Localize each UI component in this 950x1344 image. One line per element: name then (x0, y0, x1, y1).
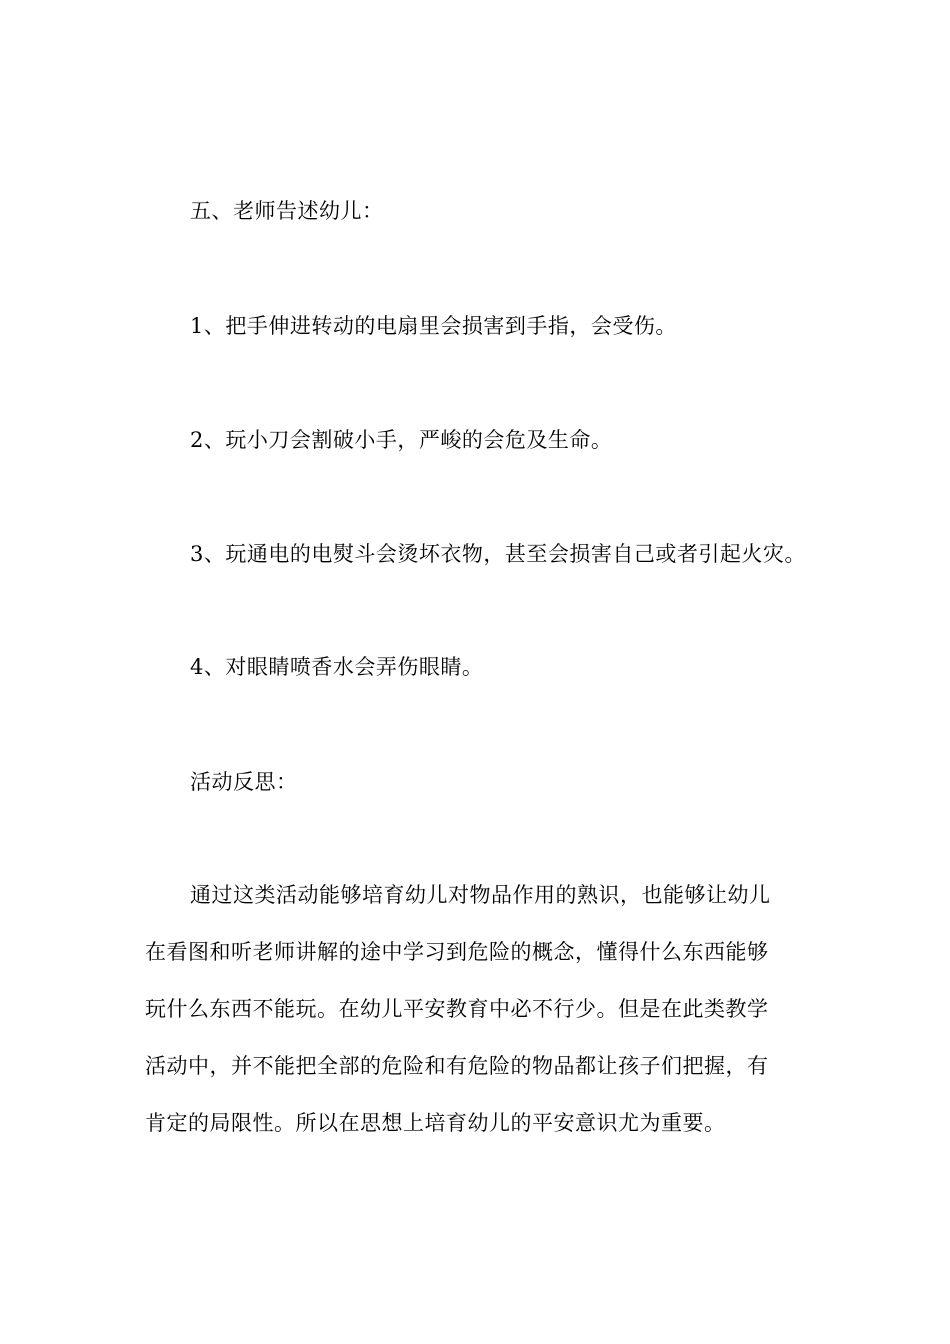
paragraph-line: 活动中，并不能把全部的危险和有危险的物品都让孩子们把握，有 (145, 1054, 769, 1078)
list-item: 3、玩通电的电熨斗会烫坏衣物，甚至会损害自己或者引起火灾。 (190, 542, 806, 566)
paragraph-line: 玩什么东西不能玩。在幼儿平安教育中必不行少。但是在此类教学 (145, 997, 769, 1021)
list-item: 1、把手伸进转动的电扇里会损害到手指，会受伤。 (190, 314, 677, 338)
paragraph-line: 肯定的局限性。所以在思想上培育幼儿的平安意识尤为重要。 (145, 1111, 726, 1135)
reflection-title: 活动反思： (190, 770, 298, 794)
paragraph-line: 通过这类活动能够培育幼儿对物品作用的熟识，也能够让幼儿 (190, 883, 771, 907)
list-item: 4、对眼睛喷香水会弄伤眼睛。 (190, 655, 484, 679)
list-item: 2、玩小刀会割破小手，严峻的会危及生命。 (190, 428, 613, 452)
paragraph-line: 在看图和听老师讲解的途中学习到危险的概念，懂得什么东西能够 (145, 940, 769, 964)
section-heading: 五、老师告述幼儿： (190, 199, 384, 223)
